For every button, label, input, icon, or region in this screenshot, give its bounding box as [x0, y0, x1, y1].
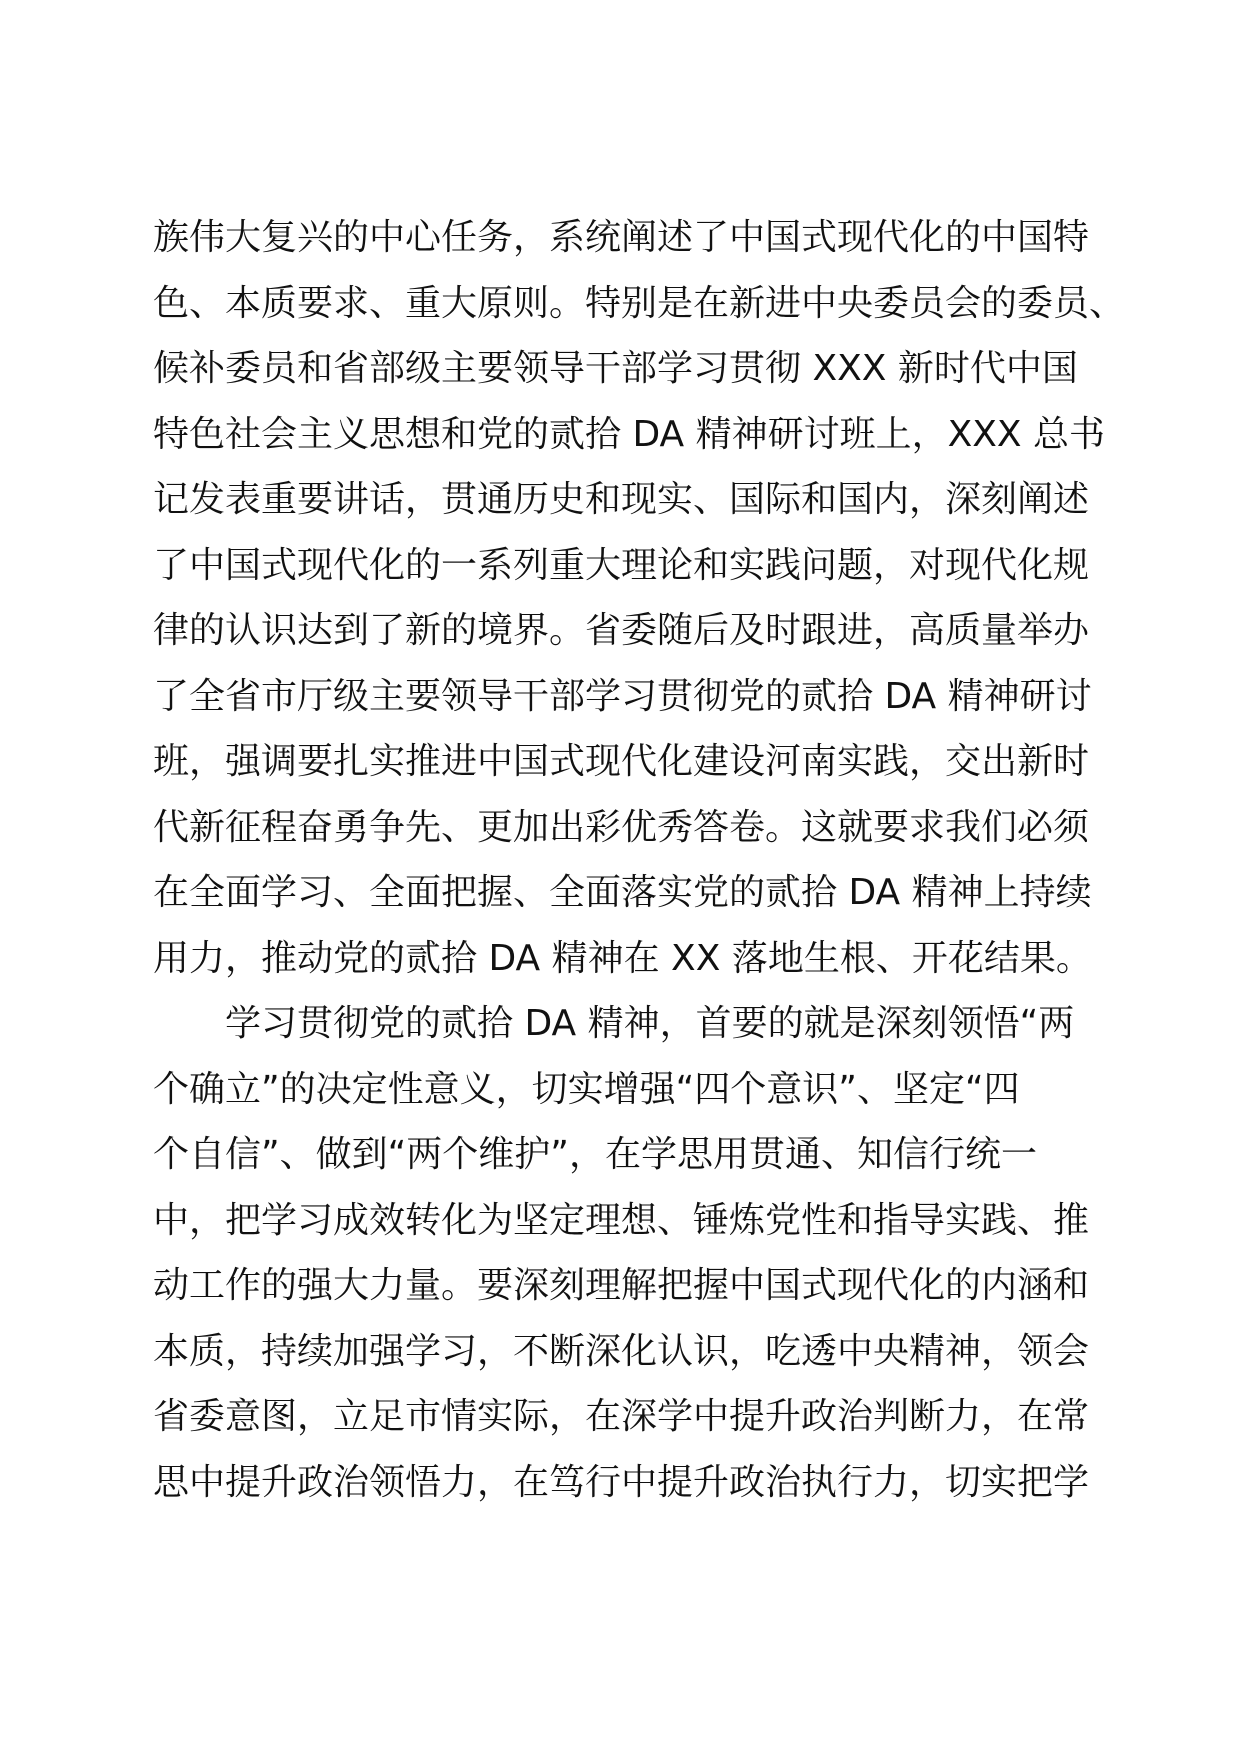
text-line: 了中国式现代化的一系列重大理论和实践问题，对现代化规: [153, 544, 1090, 586]
text-line: 思中提升政治领悟力，在笃行中提升政治执行力，切实把学: [153, 1461, 1090, 1503]
text-line: 代新征程奋勇争先、更加出彩优秀答卷。这就要求我们必须: [153, 806, 1090, 848]
text-line: 班，强调要扎实推进中国式现代化建设河南实践，交出新时: [153, 741, 1090, 782]
text-line: 色、本质要求、重大原则。特别是在新进中央委员会的委员、: [153, 282, 1126, 324]
text-line: 在全面学习、全面把握、全面落实党的贰拾 DA 精神上持续: [153, 872, 1092, 913]
text-line: 省委意图，立足市情实际，在深学中提升政治判断力，在常: [153, 1396, 1090, 1437]
text-line: 记发表重要讲话，贯通历史和现实、国际和国内，深刻阐述: [153, 479, 1090, 520]
text-line: 律的认识达到了新的境界。省委随后及时跟进，高质量举办: [153, 610, 1090, 651]
body-text: [153, 217, 1126, 1530]
text-line: 个确立”的决定性意义，切实增强“四个意识”、坚定“四: [153, 1068, 1020, 1110]
text-line: 族伟大复兴的中心任务，系统阐述了中国式现代化的中国特: [153, 217, 1090, 258]
text-line: 用力，推动党的贰拾 DA 精神在 XX 落地生根、开花结果。: [153, 937, 1092, 979]
text-line: 中，把学习成效转化为坚定理想、锤炼党性和指导实践、推: [153, 1199, 1090, 1241]
text-line: 动工作的强大力量。要深刻理解把握中国式现代化的内涵和: [153, 1265, 1090, 1306]
text-line: 个自信”、做到“两个维护”，在学思用贯通、知信行统一: [153, 1134, 1037, 1175]
text-line: 学习贯彻党的贰拾 DA 精神，首要的就是深刻领悟“两: [153, 1003, 1075, 1044]
text-line: 本质，持续加强学习，不断深化认识，吃透中央精神，领会: [153, 1330, 1090, 1372]
text-line: 了全省市厅级主要领导干部学习贯彻党的贰拾 DA 精神研讨: [153, 675, 1092, 717]
text-line: 候补委员和省部级主要领导干部学习贯彻 XXX 新时代中国: [153, 348, 1078, 389]
text-line: 特色社会主义思想和党的贰拾 DA 精神研讨班上，XXX 总书: [153, 413, 1106, 455]
